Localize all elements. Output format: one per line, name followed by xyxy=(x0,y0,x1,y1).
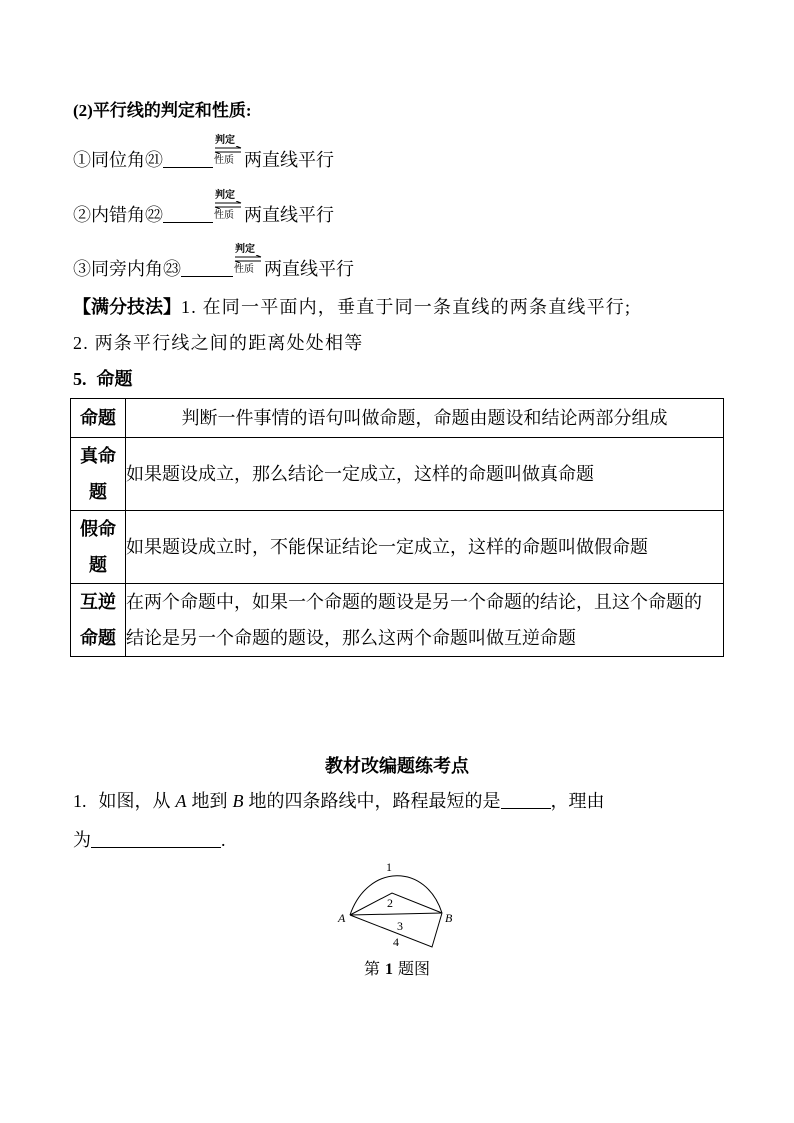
tip-label: 【满分技法】 xyxy=(73,297,181,317)
route-1-label: 1 xyxy=(386,860,392,874)
answer-blank-reason xyxy=(91,830,221,848)
tip-item-1: 1. 在同一平面内，垂直于同一条直线的两条直线平行; xyxy=(181,297,632,317)
definition-cell xyxy=(126,438,724,511)
section-title: 命题 xyxy=(96,369,133,389)
double-arrow-icon xyxy=(214,146,242,154)
judge-property-arrow xyxy=(214,190,242,225)
table-row xyxy=(71,438,724,511)
point-b-label: B xyxy=(232,791,244,811)
answer-blank-22 xyxy=(163,205,213,223)
arrow-bottom-label: 性质 xyxy=(214,155,234,166)
arrow-top-label: 判定 xyxy=(215,190,235,201)
caption-prefix: 第 xyxy=(363,961,380,978)
route-4-label: 4 xyxy=(393,935,399,949)
table-row xyxy=(71,399,724,438)
blank-number: ㉓ xyxy=(163,259,181,279)
term-label: 命题 xyxy=(80,408,116,428)
question-text: ，理由 xyxy=(550,791,605,811)
question-text: 如图，从 xyxy=(98,791,171,811)
section5-heading xyxy=(73,369,133,389)
term-cell xyxy=(71,511,126,584)
arrow-bottom-label: 性质 xyxy=(214,210,234,221)
proposition-table xyxy=(70,398,724,657)
arrow-top-label: 判定 xyxy=(215,135,235,146)
definition-cell xyxy=(126,399,724,438)
term-cell xyxy=(71,399,126,438)
tip-line-1 xyxy=(73,297,631,317)
judge-property-arrow xyxy=(234,244,262,279)
route-2-polyline xyxy=(350,893,442,915)
definition-cell xyxy=(126,584,724,657)
caption-number: 1 xyxy=(385,961,393,978)
question-number: 1. xyxy=(73,791,87,811)
question-1-line-1 xyxy=(73,791,605,811)
answer-blank-shortest-route xyxy=(501,791,551,809)
answer-blank-23 xyxy=(181,259,233,277)
rule-prefix: ③同旁内角 xyxy=(73,259,163,279)
definition-text: 如果题设成立时，不能保证结论一定成立，这样的命题叫做假命题 xyxy=(126,537,648,557)
term-label: 真命题 xyxy=(80,446,116,502)
question-text: . xyxy=(221,830,226,850)
route-3-segment xyxy=(350,913,442,915)
table-row xyxy=(71,584,724,657)
answer-blank-21 xyxy=(163,150,213,168)
figure-caption xyxy=(0,961,794,979)
route-2-label: 2 xyxy=(387,896,393,910)
judge-property-arrow xyxy=(214,135,242,170)
double-arrow-icon xyxy=(234,255,262,263)
term-label: 假命题 xyxy=(80,519,116,575)
rule-prefix: ①同位角 xyxy=(73,150,145,170)
definition-text: 如果题设成立，那么结论一定成立，这样的命题叫做真命题 xyxy=(126,464,594,484)
rule-suffix: 两直线平行 xyxy=(244,150,334,170)
section-number: 5. xyxy=(73,369,87,389)
caption-suffix: 题图 xyxy=(398,961,431,978)
rule-line-3 xyxy=(73,244,354,279)
practice-title: 教材改编题练考点 xyxy=(325,756,469,776)
arrow-top-label: 判定 xyxy=(235,244,255,255)
rule-suffix: 两直线平行 xyxy=(264,259,354,279)
routes-figure xyxy=(330,855,470,955)
definition-text: 判断一件事情的语句叫做命题，命题由题设和结论两部分组成 xyxy=(181,408,668,428)
rule-suffix: 两直线平行 xyxy=(244,205,334,225)
blank-number: ㉑ xyxy=(145,150,163,170)
tip-item-2: 2. 两条平行线之间的距离处处相等 xyxy=(73,333,364,353)
point-a-label: A xyxy=(175,791,187,811)
rule-line-1 xyxy=(73,135,334,170)
question-1-line-2 xyxy=(73,830,226,850)
section-heading: (2)平行线的判定和性质: xyxy=(73,101,252,120)
rule-line-2 xyxy=(73,190,334,225)
definition-cell xyxy=(126,511,724,584)
route-1-arc xyxy=(350,876,442,915)
definition-text-line-1: 在两个命题中，如果一个命题的题设是另一个命题的结论，且这个命题的 xyxy=(126,592,702,612)
arrow-bottom-label: 性质 xyxy=(234,264,254,275)
term-label: 互逆命题 xyxy=(80,592,116,648)
question-text: 地的四条路线中，路程最短的是 xyxy=(248,791,501,811)
definition-text-line-2: 结论是另一个命题的题设，那么这两个命题叫做互逆命题 xyxy=(126,628,576,648)
term-cell xyxy=(71,584,126,657)
table-row xyxy=(71,511,724,584)
blank-number: ㉒ xyxy=(145,205,163,225)
rule-prefix: ②内错角 xyxy=(73,205,145,225)
point-a-label: A xyxy=(338,911,346,925)
question-text: 为 xyxy=(73,830,91,850)
route-3-label: 3 xyxy=(397,919,403,933)
term-cell xyxy=(71,438,126,511)
double-arrow-icon xyxy=(214,201,242,209)
question-text: 地到 xyxy=(191,791,228,811)
point-b-label: B xyxy=(445,911,453,925)
